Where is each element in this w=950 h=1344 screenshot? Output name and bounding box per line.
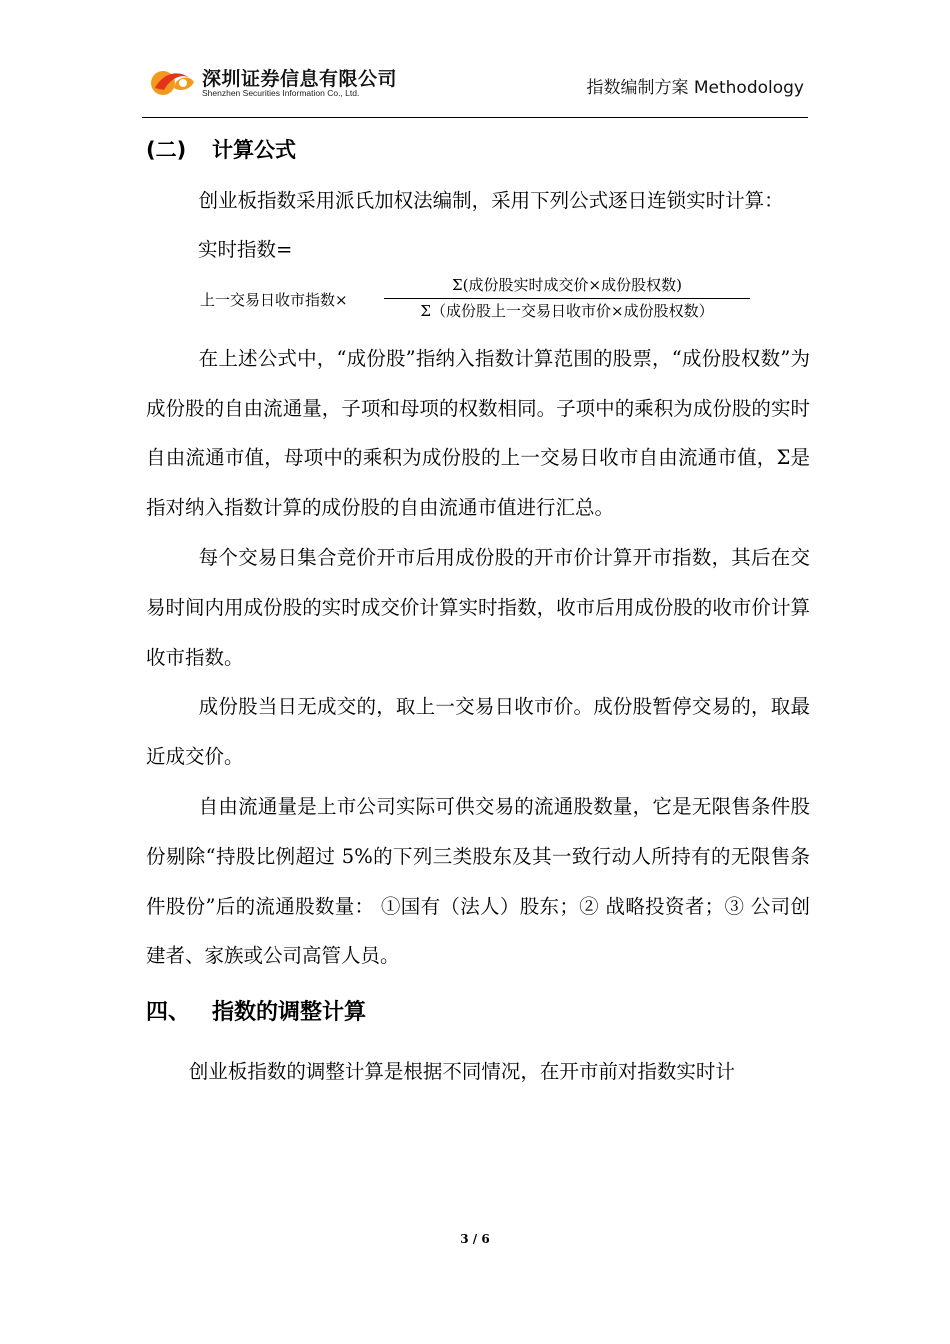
section-number: (二): [146, 138, 187, 162]
section-number: 四、: [146, 1000, 191, 1026]
formula-denominator: Σ（成份股上一交易日收市价×成份股权数）: [420, 301, 714, 320]
page-content: [146, 130, 810, 1097]
company-name-cn: 深圳证券信息有限公司: [202, 68, 398, 90]
page-number: 3 / 6: [460, 1232, 490, 1246]
company-name-en: Shenzhen Securities Information Co., Ltd.: [202, 88, 360, 98]
formula-label: 实时指数=: [198, 237, 293, 261]
page-header: [144, 58, 808, 118]
section-title: 指数的调整计算: [212, 1000, 367, 1026]
paragraph-constituent-definition: 在上述公式中，“成份股”指纳入指数计算范围的股票，“成份股权数”为成份股的自由流通量，子项和母项的权数相同。子项中的乘积为成份股的实时自由流通市值，母项中的乘积为成份股的上一交易日收市自由流通市值，Σ是指对纳入指数计算的成份股的自由流通市值进行汇总。: [146, 346, 810, 520]
paragraph-method: 创业板指数采用派氏加权法编制，采用下列公式逐日连锁实时计算：: [198, 189, 784, 212]
formula-lhs: 上一交易日收市指数×: [200, 290, 348, 309]
formula-numerator: Σ(成份股实时成交价×成份股权数): [452, 275, 682, 294]
fraction-bar: [384, 298, 750, 299]
header-divider: [142, 117, 808, 118]
company-logo-icon: [150, 66, 196, 100]
index-formula: [146, 274, 810, 330]
paragraph-adjustment: 创业板指数的调整计算是根据不同情况，在开市前对指数实时计: [188, 1060, 735, 1084]
section-heading-calc-formula: [146, 130, 810, 176]
formula-fraction: [384, 274, 750, 322]
paragraph-trading-day: 每个交易日集合竞价开市后用成份股的开市价计算开市指数，其后在交易时间内用成份股的实时成交价计算实时指数，收市后用成份股的收市价计算收市指数。: [146, 545, 810, 669]
section-heading-adjustment: [146, 987, 810, 1047]
section-title: 计算公式: [212, 138, 296, 162]
paragraph-free-float: 自由流通量是上市公司实际可供交易的流通股数量，它是无限售条件股份剔除“持股比例超过 5%的下列三类股东及其一致行动人所持有的无限售条件股份”后的流通股数量： ①国有（法人）股东；② 战略投资者；③ 公司创建者、家族或公司高管人员。: [146, 794, 810, 968]
document-title: 指数编制方案 Methodology: [586, 78, 804, 98]
paragraph-no-trade: 成份股当日无成交的，取上一交易日收市价。成份股暂停交易的，取最近成交价。: [146, 695, 810, 769]
